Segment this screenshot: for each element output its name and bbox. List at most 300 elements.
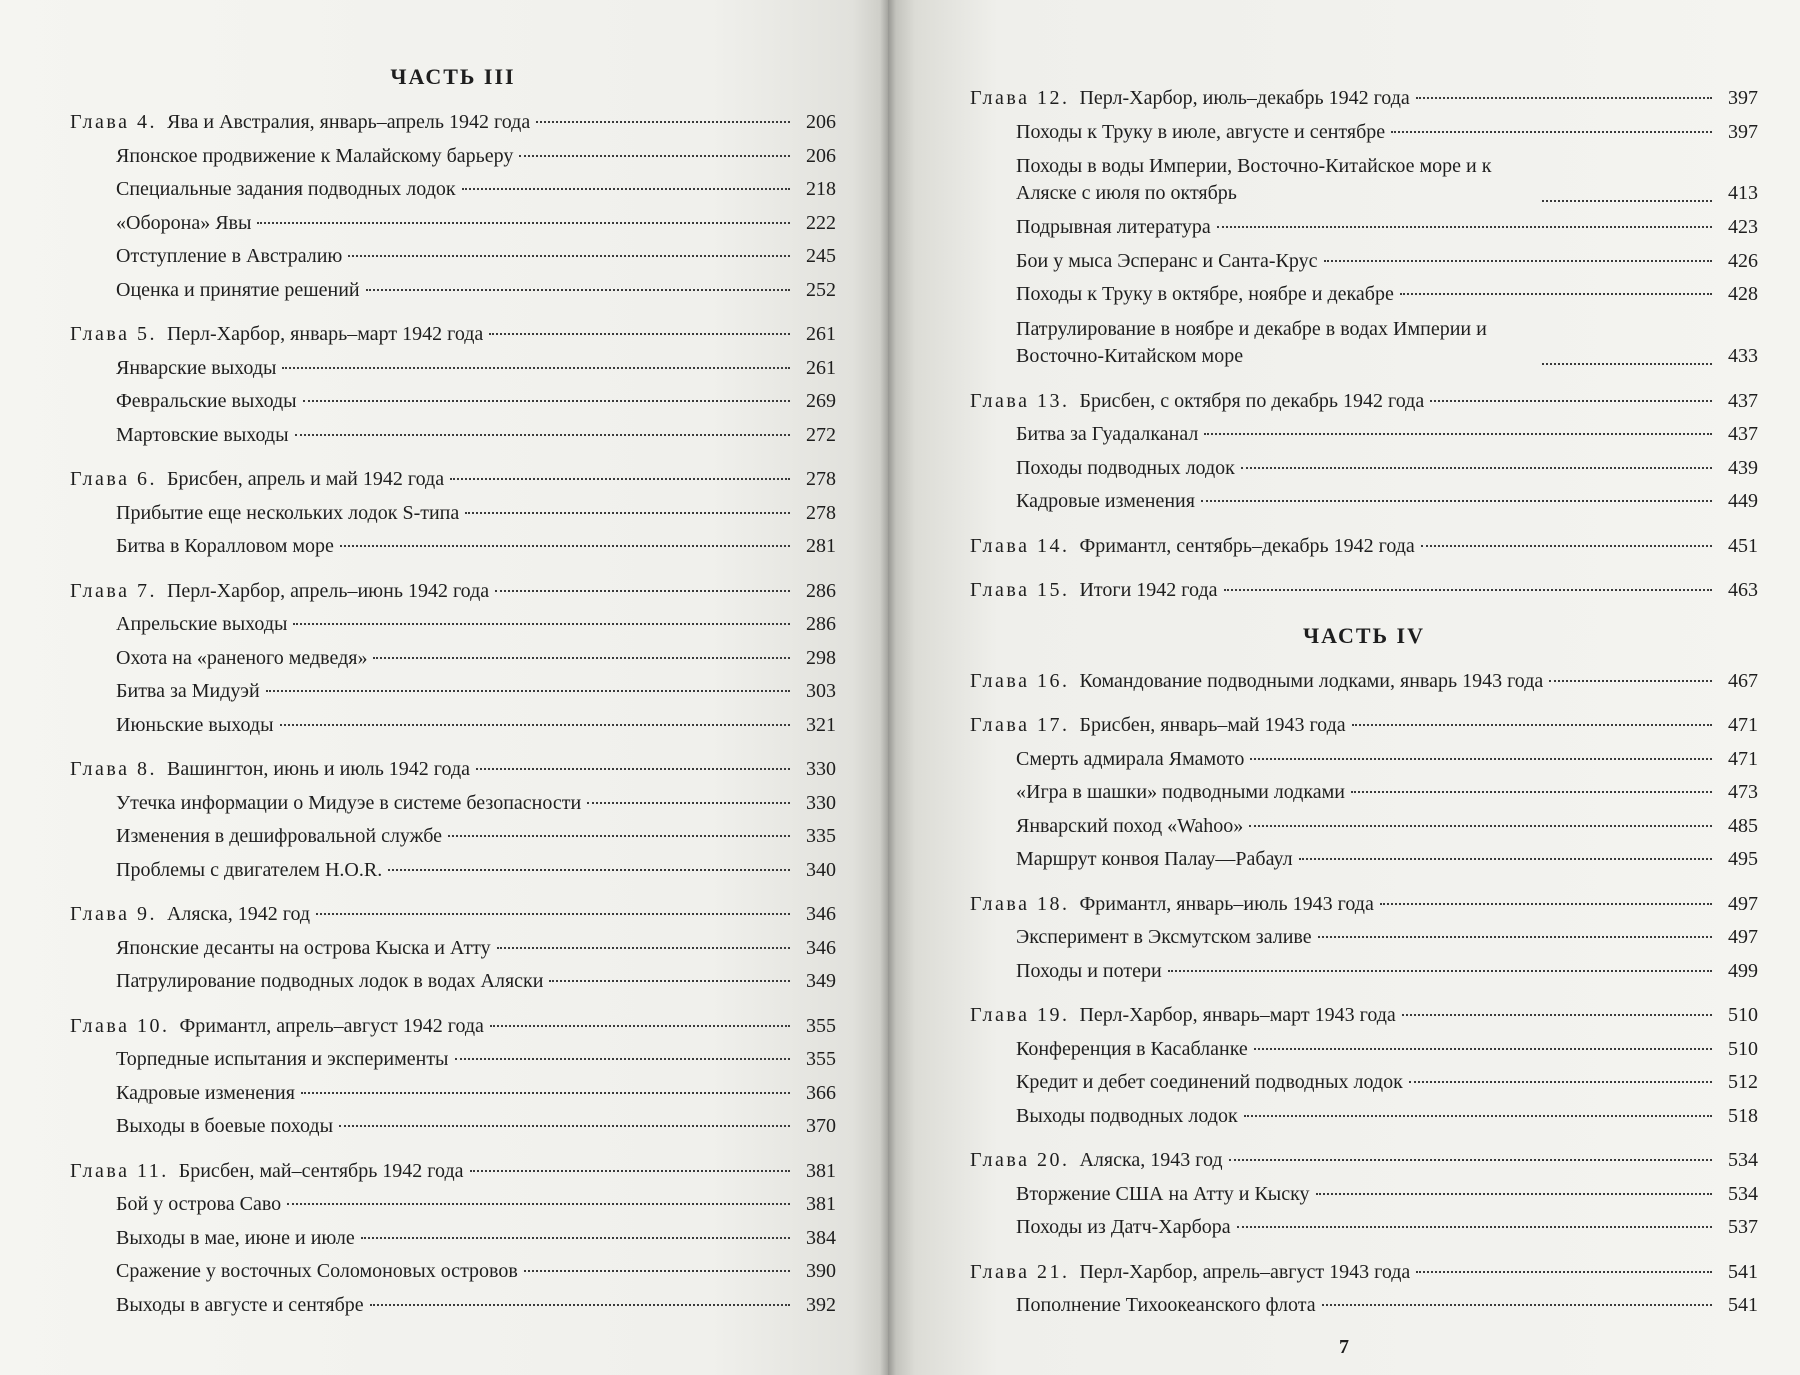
section-title: «Оборона» Явы	[116, 211, 252, 234]
chapter-heading	[970, 709, 1346, 743]
dot-leader	[1237, 1226, 1712, 1228]
page-ref: 222	[806, 211, 836, 234]
dot-leader	[1400, 293, 1712, 295]
section-title: Кредит и дебет соединений подводных лодок	[1016, 1071, 1403, 1093]
dot-leader	[1322, 1304, 1712, 1306]
dot-leader	[1299, 858, 1712, 860]
chapter-title: Брисбен, май–сентябрь 1942 года	[178, 1159, 464, 1182]
dot-leader	[293, 623, 790, 625]
page-ref: 497	[1728, 892, 1758, 915]
chapter-heading	[970, 574, 1218, 608]
section-title: Выходы в мае, июне и июле	[116, 1226, 355, 1249]
chapter-label: Глава 16.	[970, 669, 1070, 692]
dot-leader	[1542, 200, 1712, 202]
chapter-title: Брисбен, с октября по декабрь 1942 года	[1079, 389, 1425, 412]
page-ref: 330	[806, 758, 836, 780]
chapter-title: Перл-Харбор, январь–март 1942 года	[166, 323, 484, 345]
dot-leader	[519, 155, 790, 157]
section-entry	[970, 485, 1758, 519]
section-title: Выходы подводных лодок	[1016, 1104, 1238, 1127]
section-title: Подрывная литература	[1016, 216, 1211, 238]
dot-leader	[282, 367, 790, 369]
dot-leader	[470, 1170, 791, 1172]
chapter-block	[970, 888, 1758, 989]
book-gutter	[880, 0, 896, 1375]
part-title: ЧАСТЬ IV	[1303, 622, 1425, 648]
page-ref: 278	[806, 468, 836, 490]
section-title: Охота на «раненого медведя»	[116, 646, 368, 669]
section-entry	[70, 932, 836, 966]
page-ref: 261	[806, 356, 836, 379]
chapter-label: Глава 18.	[970, 892, 1070, 915]
section-title: Сражение у восточных Соломоновых островов	[116, 1260, 518, 1282]
section-entry	[70, 1222, 836, 1256]
chapter-title: Фримантл, апрель–август 1942 года	[179, 1014, 484, 1037]
dot-leader	[450, 478, 790, 480]
chapter-label: Глава 7.	[70, 579, 157, 602]
section-title: Японские десанты на острова Кыска и Атту	[116, 936, 491, 959]
dot-leader	[1217, 226, 1712, 228]
dot-leader	[489, 333, 790, 335]
section-entry	[970, 1178, 1758, 1212]
section-entry	[70, 820, 836, 854]
chapter-heading	[70, 753, 470, 787]
page-ref: 451	[1728, 534, 1758, 557]
dot-leader	[1416, 1271, 1712, 1273]
section-title: Торпедные испытания и эксперименты	[116, 1048, 449, 1070]
section-title: Оценка и принятие решений	[116, 278, 360, 301]
chapter-heading	[970, 999, 1396, 1033]
chapter-block	[970, 385, 1758, 519]
page-ref: 272	[806, 423, 836, 446]
page-ref: 471	[1728, 747, 1758, 770]
section-entry	[70, 419, 836, 453]
part-title: ЧАСТЬ III	[390, 64, 516, 89]
dot-leader	[348, 255, 790, 257]
page-ref: 510	[1728, 1037, 1758, 1060]
page-ref: 534	[1728, 1182, 1758, 1205]
chapter-block	[970, 709, 1758, 877]
chapter-label: Глава 11.	[70, 1159, 169, 1182]
page-ref: 381	[806, 1193, 836, 1215]
section-entry	[70, 1077, 836, 1111]
dot-leader	[1316, 1193, 1712, 1195]
section-entry	[970, 843, 1758, 877]
section-title: Конференция в Касабланке	[1016, 1037, 1248, 1060]
section-entry	[70, 1110, 836, 1144]
chapter-entry	[970, 1144, 1758, 1178]
page-ref: 428	[1728, 283, 1758, 305]
section-title: Пополнение Тихоокеанского флота	[1016, 1294, 1316, 1316]
chapter-list	[70, 106, 836, 1322]
section-entry	[970, 452, 1758, 486]
section-entry	[970, 1033, 1758, 1067]
page-ref: 346	[806, 936, 836, 959]
page-ref: 495	[1728, 848, 1758, 870]
chapter-block	[70, 753, 836, 887]
chapter-entry	[970, 888, 1758, 922]
page-ref: 355	[806, 1014, 836, 1037]
page-ref: 437	[1728, 423, 1758, 445]
section-title: Июньские выходы	[116, 713, 274, 736]
dot-leader	[1351, 791, 1712, 793]
page-ref: 413	[1728, 182, 1758, 204]
section-title: Изменения в дешифровальной службе	[116, 825, 443, 847]
section-title: Февральские выходы	[116, 390, 297, 412]
section-entry	[70, 530, 836, 564]
page-ref: 439	[1728, 456, 1758, 479]
section-title: Мартовские выходы	[116, 423, 289, 446]
chapter-block	[970, 82, 1758, 374]
chapter-heading	[970, 385, 1424, 419]
dot-leader	[388, 869, 790, 871]
dot-leader	[1204, 433, 1712, 435]
page-ref: 355	[806, 1048, 836, 1070]
chapter-list	[970, 82, 1758, 608]
chapter-block	[70, 1155, 836, 1323]
page-ref: 330	[806, 791, 836, 814]
section-entry	[70, 1255, 836, 1289]
page-ref: 463	[1728, 579, 1758, 601]
section-title: Походы к Труку в июле, августе и сентябре	[1016, 120, 1386, 143]
page-ref: 278	[806, 501, 836, 524]
chapter-title: Фримантл, январь–июль 1943 года	[1079, 892, 1374, 915]
chapter-block	[970, 574, 1758, 608]
section-title: Апрельские выходы	[116, 613, 288, 635]
chapter-title: Аляска, 1943 год	[1079, 1149, 1223, 1171]
chapter-label: Глава 20.	[970, 1149, 1070, 1171]
page-ref: 473	[1728, 781, 1758, 803]
dot-leader	[465, 512, 790, 514]
dot-leader	[361, 1237, 790, 1239]
section-title: Январский поход «Wahoo»	[1016, 814, 1244, 837]
dot-leader	[339, 1125, 790, 1127]
section-title: Патрулирование в ноябре и декабре в водах Империи и Восточно-Китайском море	[1016, 317, 1487, 367]
chapter-block	[70, 575, 836, 743]
dot-leader	[1254, 1048, 1712, 1050]
page-ref: 541	[1728, 1260, 1758, 1283]
page-ref: 370	[806, 1115, 836, 1137]
page-ref: 303	[806, 680, 836, 702]
chapter-title: Итоги 1942 года	[1079, 579, 1218, 601]
dot-leader	[1241, 467, 1712, 469]
section-title: Кадровые изменения	[116, 1081, 295, 1104]
chapter-heading	[70, 463, 444, 497]
section-entry	[70, 140, 836, 174]
chapter-entry	[70, 575, 836, 609]
page-ref: 541	[1728, 1294, 1758, 1316]
chapter-title: Перл-Харбор, апрель–июнь 1942 года	[166, 579, 490, 602]
section-entry	[970, 116, 1758, 150]
page-ref: 346	[806, 903, 836, 925]
section-title: «Игра в шашки» подводными лодками	[1016, 781, 1346, 803]
section-entry	[970, 149, 1758, 211]
dot-leader	[587, 802, 790, 804]
section-title: Бой у острова Саво	[116, 1193, 282, 1215]
chapter-label: Глава 21.	[970, 1260, 1070, 1283]
page-ref: 245	[806, 245, 836, 267]
chapter-title: Перл-Харбор, июль–декабрь 1942 года	[1079, 87, 1410, 109]
section-entry	[970, 743, 1758, 777]
section-entry	[970, 1100, 1758, 1134]
section-entry	[970, 810, 1758, 844]
dot-leader	[257, 222, 790, 224]
dot-leader	[301, 1092, 790, 1094]
page-ref: 499	[1728, 959, 1758, 982]
section-entry	[70, 854, 836, 888]
section-entry	[70, 965, 836, 999]
page-ref: 206	[806, 111, 836, 133]
chapter-label: Глава 8.	[70, 758, 157, 780]
chapter-heading	[970, 665, 1543, 699]
chapter-entry	[970, 999, 1758, 1033]
section-title: Утечка информации о Мидуэе в системе безопасности	[116, 791, 582, 814]
page-ref: 392	[806, 1293, 836, 1316]
chapter-entry	[970, 709, 1758, 743]
section-entry	[70, 1043, 836, 1077]
chapter-entry	[970, 574, 1758, 608]
section-entry	[70, 675, 836, 709]
chapter-entry	[970, 385, 1758, 419]
dot-leader	[462, 188, 790, 190]
dot-leader	[366, 289, 790, 291]
section-entry	[70, 274, 836, 308]
dot-leader	[497, 947, 790, 949]
dot-leader	[287, 1203, 790, 1205]
chapter-title: Перл-Харбор, январь–март 1943 года	[1079, 1004, 1396, 1026]
section-title: Походы в воды Империи, Восточно-Китайское море и к Аляске с июля по октябрь	[1016, 155, 1492, 204]
section-entry	[70, 608, 836, 642]
dot-leader	[1402, 1014, 1712, 1016]
section-entry	[970, 418, 1758, 452]
section-entry	[70, 709, 836, 743]
chapter-entry	[70, 898, 836, 932]
page-ref: 467	[1728, 669, 1758, 692]
section-entry	[70, 1289, 836, 1323]
section-title: Выходы в боевые походы	[116, 1115, 334, 1137]
page-ref: 449	[1728, 490, 1758, 512]
dot-leader	[266, 690, 790, 692]
section-entry	[970, 955, 1758, 989]
section-entry	[970, 278, 1758, 312]
section-title: Походы из Датч-Харбора	[1016, 1216, 1231, 1238]
page-ref: 510	[1728, 1004, 1758, 1026]
dot-leader	[448, 835, 790, 837]
chapter-entry	[970, 82, 1758, 116]
page-ref: 512	[1728, 1071, 1758, 1093]
chapter-label: Глава 12.	[970, 87, 1070, 109]
page-ref: 397	[1728, 120, 1758, 143]
chapter-heading	[970, 82, 1410, 116]
page-ref: 298	[806, 646, 836, 669]
section-title: Эксперимент в Эксмутском заливе	[1016, 926, 1312, 948]
dot-leader	[340, 545, 790, 547]
page-number: 7	[1339, 1336, 1349, 1358]
dot-leader	[1352, 724, 1712, 726]
chapter-label: Глава 14.	[970, 534, 1070, 557]
section-title: Специальные задания подводных лодок	[116, 178, 456, 200]
page-ref: 252	[806, 278, 836, 301]
section-entry	[70, 385, 836, 419]
page-ref: 537	[1728, 1216, 1758, 1238]
chapter-heading	[970, 530, 1415, 564]
section-entry	[970, 921, 1758, 955]
dot-leader	[455, 1058, 791, 1060]
section-title: Проблемы с двигателем H.O.R.	[116, 858, 383, 881]
dot-leader	[1380, 903, 1712, 905]
chapter-block	[970, 665, 1758, 699]
page-ref: 335	[806, 825, 836, 847]
page-ref: 349	[806, 970, 836, 992]
chapter-title: Командование подводными лодками, январь 1943 года	[1079, 669, 1544, 692]
chapter-heading	[970, 888, 1374, 922]
section-entry	[970, 1289, 1758, 1323]
section-entry	[70, 352, 836, 386]
chapter-entry	[70, 1010, 836, 1044]
page-ref: 340	[806, 858, 836, 881]
section-title: Патрулирование подводных лодок в водах Аляски	[116, 970, 544, 992]
page-ref: 261	[806, 323, 836, 345]
section-title: Японское продвижение к Малайскому барьеру	[116, 144, 514, 167]
chapter-label: Глава 9.	[70, 903, 157, 925]
dot-leader	[476, 768, 790, 770]
dot-leader	[1250, 758, 1712, 760]
chapter-title: Перл-Харбор, апрель–август 1943 года	[1079, 1260, 1411, 1283]
page-ref: 384	[806, 1226, 836, 1249]
dot-leader	[1421, 545, 1712, 547]
chapter-heading	[70, 106, 530, 140]
chapter-entry	[970, 665, 1758, 699]
section-title: Походы к Труку в октябре, ноябре и декабре	[1016, 283, 1394, 305]
chapter-entry	[970, 1256, 1758, 1290]
section-title: Смерть адмирала Ямамото	[1016, 747, 1245, 770]
page-ref: 321	[806, 713, 836, 736]
page-ref: 390	[806, 1260, 836, 1282]
dot-leader	[1224, 589, 1713, 591]
chapter-heading	[70, 318, 483, 352]
chapter-label: Глава 17.	[970, 714, 1070, 736]
page-ref: 381	[806, 1159, 836, 1182]
dot-leader	[280, 724, 790, 726]
page-ref: 281	[806, 535, 836, 557]
dot-leader	[1430, 400, 1712, 402]
dot-leader	[1324, 260, 1713, 262]
dot-leader	[1542, 363, 1712, 365]
page-ref: 423	[1728, 216, 1758, 238]
right-page	[888, 0, 1800, 1375]
section-title: Битва за Гуадалканал	[1016, 423, 1199, 445]
page-ref: 437	[1728, 389, 1758, 412]
chapter-title: Вашингтон, июнь и июль 1942 года	[166, 758, 470, 780]
chapter-title: Аляска, 1942 год	[166, 903, 311, 925]
page-ref: 269	[806, 390, 836, 412]
chapter-entry	[70, 1155, 836, 1189]
section-title: Кадровые изменения	[1016, 490, 1195, 512]
section-entry	[970, 245, 1758, 279]
chapter-title: Брисбен, апрель и май 1942 года	[166, 468, 445, 490]
chapter-label: Глава 4.	[70, 111, 157, 133]
dot-leader	[316, 913, 790, 915]
chapter-label: Глава 6.	[70, 468, 157, 490]
section-entry	[70, 642, 836, 676]
section-title: Битва в Коралловом море	[116, 535, 334, 557]
dot-leader	[1229, 1159, 1712, 1161]
chapter-label: Глава 5.	[70, 323, 157, 345]
section-entry	[70, 1188, 836, 1222]
dot-leader	[490, 1025, 790, 1027]
section-title: Бои у мыса Эсперанс и Санта-Крус	[1016, 249, 1318, 272]
chapter-label: Глава 13.	[970, 389, 1070, 412]
right-toc	[970, 82, 1758, 1334]
page-ref: 206	[806, 144, 836, 167]
dot-leader	[303, 400, 790, 402]
section-title: Походы и потери	[1016, 959, 1162, 982]
chapter-block	[970, 1256, 1758, 1323]
page-ref: 286	[806, 613, 836, 635]
section-title: Прибытие еще нескольких лодок S-типа	[116, 501, 460, 524]
page-ref: 518	[1728, 1104, 1758, 1127]
page-ref: 433	[1728, 344, 1758, 367]
page-ref: 218	[806, 178, 836, 200]
left-toc	[70, 50, 836, 1333]
page-ref: 366	[806, 1081, 836, 1104]
section-title: Битва за Мидуэй	[116, 680, 260, 702]
chapter-entry	[70, 106, 836, 140]
chapter-block	[970, 1144, 1758, 1245]
section-title: Вторжение США на Атту и Кыску	[1016, 1182, 1310, 1205]
section-entry	[70, 173, 836, 207]
dot-leader	[1416, 97, 1712, 99]
chapter-entry	[70, 318, 836, 352]
section-entry	[70, 240, 836, 274]
page-ref: 485	[1728, 814, 1758, 837]
page-ref: 534	[1728, 1149, 1758, 1171]
chapter-block	[970, 999, 1758, 1133]
chapter-block	[70, 106, 836, 307]
dot-leader	[1249, 825, 1712, 827]
dot-leader	[1409, 1081, 1712, 1083]
chapter-block	[970, 530, 1758, 564]
left-page	[0, 0, 888, 1375]
section-entry	[970, 211, 1758, 245]
section-entry	[970, 312, 1758, 374]
chapter-heading	[70, 898, 310, 932]
page-ref: 426	[1728, 249, 1758, 272]
chapter-title: Фримантл, сентябрь–декабрь 1942 года	[1079, 534, 1415, 557]
dot-leader	[295, 434, 790, 436]
dot-leader	[370, 1304, 790, 1306]
dot-leader	[536, 121, 790, 123]
chapter-entry	[970, 530, 1758, 564]
section-entry	[70, 207, 836, 241]
section-entry	[970, 776, 1758, 810]
dot-leader	[495, 590, 790, 592]
chapter-heading	[970, 1144, 1223, 1178]
section-title: Отступление в Австралию	[116, 245, 343, 267]
section-entry	[970, 1066, 1758, 1100]
dot-leader	[549, 980, 790, 982]
section-title: Январские выходы	[116, 356, 277, 379]
section-entry	[970, 1211, 1758, 1245]
page-ref: 471	[1728, 714, 1758, 736]
chapter-entry	[70, 753, 836, 787]
chapter-label: Глава 15.	[970, 579, 1070, 601]
section-entry	[70, 787, 836, 821]
page-ref: 286	[806, 579, 836, 602]
section-title: Выходы в августе и сентябре	[116, 1293, 364, 1316]
chapter-block	[70, 318, 836, 452]
dot-leader	[1244, 1115, 1712, 1117]
